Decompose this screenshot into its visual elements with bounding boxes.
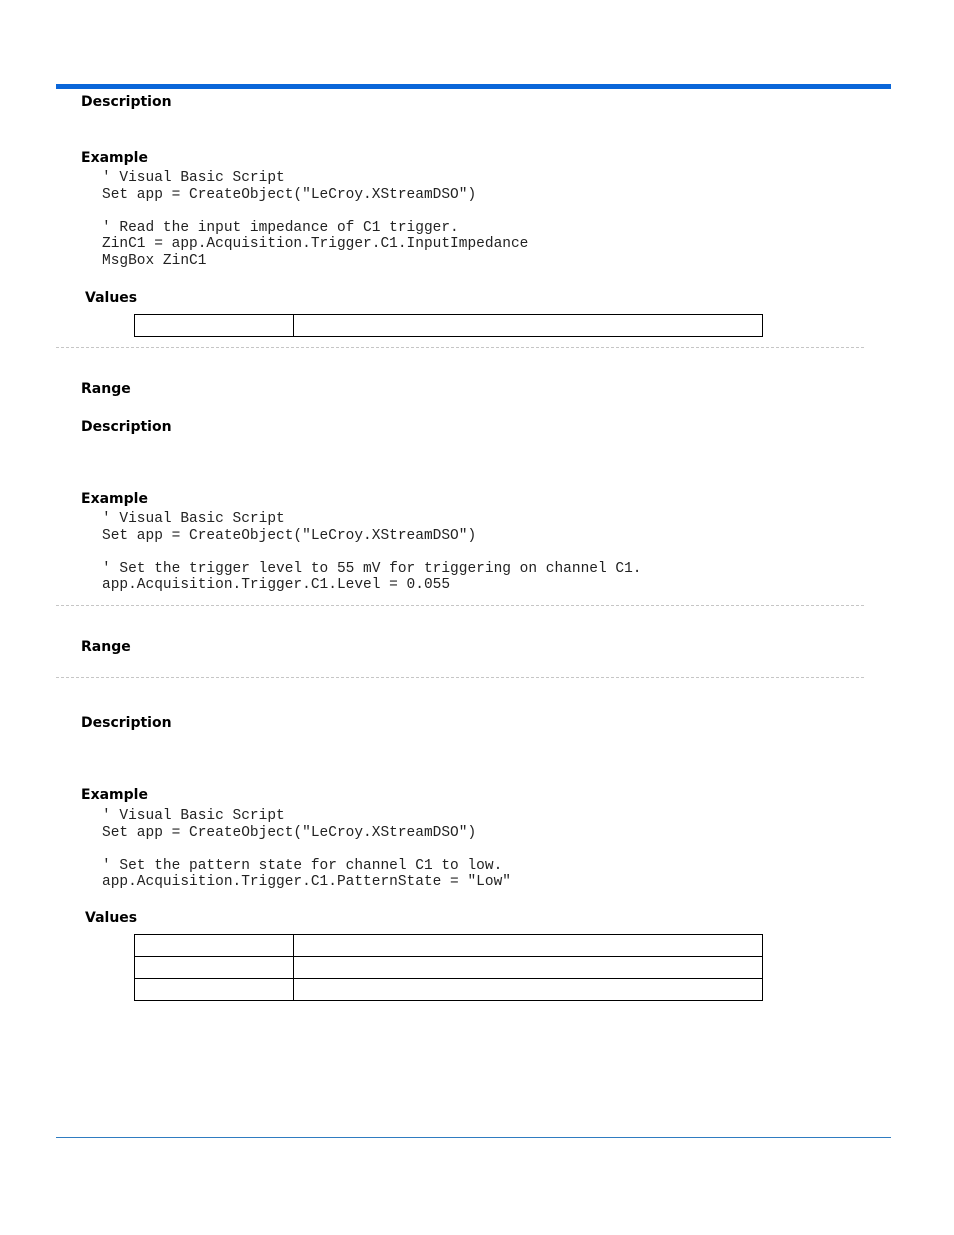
table-cell	[294, 979, 763, 1001]
code-line: ZinC1 = app.Acquisition.Trigger.C1.InputImpedance	[102, 236, 529, 252]
code-line: Set app = CreateObject("LeCroy.XStreamDSO")	[102, 824, 477, 841]
footer-rule	[56, 1137, 891, 1138]
table-cell	[294, 935, 763, 957]
table-row	[135, 935, 763, 957]
code-line: app.Acquisition.Trigger.C1.PatternState = "Low"	[102, 874, 511, 890]
table-row	[135, 979, 763, 1001]
table-cell	[135, 957, 294, 979]
code-line: ' Visual Basic Script	[102, 170, 285, 186]
description-heading-1: Description	[81, 94, 172, 110]
section-divider-1	[56, 347, 864, 348]
code-example-3	[102, 808, 511, 891]
description-heading-2: Description	[81, 419, 172, 435]
code-example-1	[102, 170, 528, 269]
code-line: ' Set the trigger level to 55 mV for triggering on channel C1.	[102, 560, 642, 577]
example-heading-1: Example	[81, 150, 148, 166]
table-cell	[294, 315, 763, 337]
code-line: Set app = CreateObject("LeCroy.XStreamDSO")	[102, 186, 477, 203]
code-line: ' Read the input impedance of C1 trigger.	[102, 219, 459, 236]
values-table-2	[134, 934, 763, 1001]
table-row	[135, 315, 763, 337]
header-rule	[56, 84, 891, 89]
values-table-1	[134, 314, 763, 337]
code-line: ' Set the pattern state for channel C1 to low.	[102, 857, 503, 874]
values-heading-2: Values	[85, 910, 138, 926]
code-line: app.Acquisition.Trigger.C1.Level = 0.055	[102, 577, 451, 593]
example-heading-3: Example	[81, 787, 148, 803]
section-divider-3	[56, 677, 864, 678]
example-heading-2: Example	[81, 491, 148, 507]
section-divider-2	[56, 605, 864, 606]
code-line: ' Visual Basic Script	[102, 511, 285, 527]
table-cell	[135, 315, 294, 337]
range-heading-1: Range	[81, 381, 131, 397]
table-cell	[135, 979, 294, 1001]
code-example-2	[102, 511, 642, 594]
table-cell	[135, 935, 294, 957]
code-line: Set app = CreateObject("LeCroy.XStreamDSO")	[102, 527, 477, 544]
code-line: MsgBox ZinC1	[102, 252, 207, 269]
table-cell	[294, 957, 763, 979]
code-line: ' Visual Basic Script	[102, 808, 285, 824]
range-heading-2: Range	[81, 639, 131, 655]
description-heading-3: Description	[81, 715, 172, 731]
table-row	[135, 957, 763, 979]
values-heading-1: Values	[85, 290, 138, 306]
